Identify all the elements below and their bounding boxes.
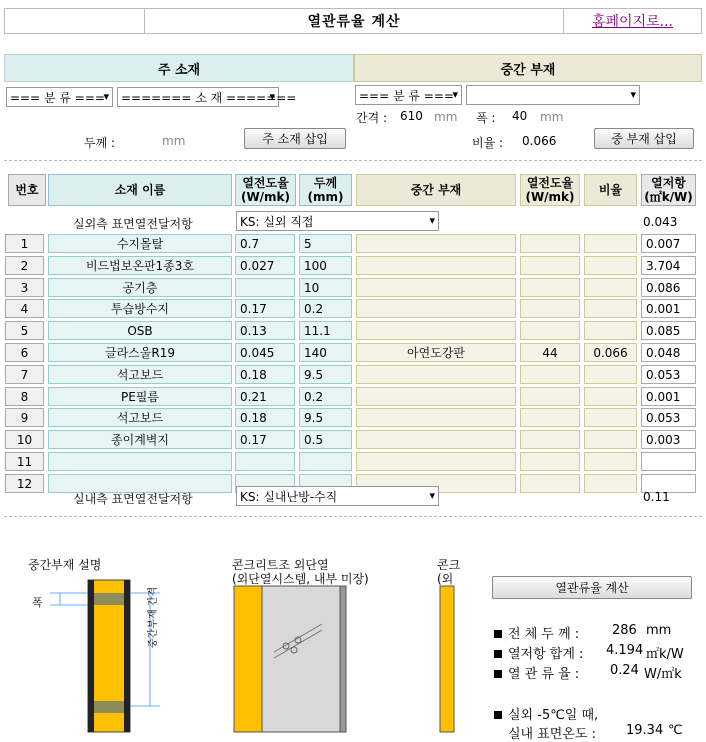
total-thickness-label: 전 체 두 께 : — [508, 627, 580, 642]
row-mid-conductivity[interactable] — [520, 256, 580, 275]
row-mid-member[interactable]: 아연도강판 — [356, 343, 516, 362]
surface-temp-label: 실내 표면온도 : — [508, 727, 596, 742]
header-conductivity — [235, 174, 296, 206]
row-conductivity[interactable] — [235, 452, 295, 471]
category-select[interactable]: === 분 류 === ▾ — [6, 87, 113, 107]
row-material-name[interactable]: 수지몰탈 — [48, 234, 232, 253]
row-material-name[interactable]: 석고보드 — [48, 408, 232, 427]
page-title: 열관류율 계산 — [144, 8, 564, 34]
row-mid-conductivity[interactable] — [520, 474, 580, 493]
diagram2-subtitle: (외단열시스템, 내부 미장) — [232, 572, 369, 586]
diagram3-subtitle: (외 — [437, 572, 454, 586]
row-conductivity[interactable]: 0.21 — [235, 387, 295, 406]
row-conductivity[interactable]: 0.027 — [235, 256, 295, 275]
row-thickness[interactable]: 0.5 — [299, 430, 352, 449]
row-ratio[interactable] — [584, 387, 637, 406]
row-resistance[interactable]: 3.704 — [641, 256, 696, 275]
thickness-unit: mm — [162, 134, 186, 148]
header-resistance — [641, 174, 696, 206]
row-thickness[interactable]: 0.2 — [299, 387, 352, 406]
bullet-icon — [494, 670, 502, 678]
row-conductivity[interactable]: 0.7 — [235, 234, 295, 253]
header-left-cell — [4, 8, 144, 34]
row-material-name[interactable]: 투습방수지 — [48, 299, 232, 318]
header-material-name: 소재 이름 — [48, 174, 232, 206]
total-thickness-value: 286 — [612, 623, 637, 638]
diagram3-drawing — [438, 586, 454, 734]
row-ratio[interactable] — [584, 365, 637, 384]
u-value-unit: W/㎡k — [644, 667, 682, 682]
header-mid-conductivity — [520, 174, 580, 206]
bullet-icon — [494, 650, 502, 658]
row-thickness[interactable]: 0.2 — [299, 299, 352, 318]
diagram2-title: 콘크리트조 외단열 — [232, 558, 329, 572]
row-conductivity[interactable]: 0.17 — [235, 299, 295, 318]
row-mid-member[interactable] — [356, 299, 516, 318]
row-resistance[interactable]: 0.053 — [641, 365, 696, 384]
row-thickness[interactable] — [299, 452, 352, 471]
row-ratio[interactable] — [584, 430, 637, 449]
row-number: 4 — [5, 299, 44, 318]
row-thickness[interactable]: 5 — [299, 234, 352, 253]
row-thickness[interactable]: 11.1 — [299, 321, 352, 340]
resistance-sum-unit: ㎡k/W — [646, 647, 684, 662]
header-mid-member: 중간 부재 — [356, 174, 516, 206]
row-number: 2 — [5, 256, 44, 275]
row-number: 9 — [5, 408, 44, 427]
diagram1-spacing-label: 중간부재 간격 — [148, 586, 159, 648]
header-resistance-unit: (㎡k/W) — [644, 190, 693, 204]
row-ratio[interactable] — [584, 278, 637, 297]
row-number: 1 — [5, 234, 44, 253]
row-ratio[interactable] — [584, 299, 637, 318]
row-mid-member[interactable] — [356, 452, 516, 471]
row-material-name[interactable]: 글라스울R19 — [48, 343, 232, 362]
row-ratio[interactable] — [584, 234, 637, 253]
header-thickness-label: 두께 — [313, 176, 338, 190]
row-thickness[interactable]: 10 — [299, 278, 352, 297]
u-value-line — [494, 663, 579, 682]
insert-main-material-button[interactable]: 주 소재 삽입 — [244, 128, 346, 149]
row-resistance[interactable]: 0.048 — [641, 343, 696, 362]
total-thickness-line — [494, 623, 579, 642]
material-select[interactable]: ======= 소 재 ======= ▾ — [117, 87, 279, 107]
spacing-unit: mm — [434, 110, 458, 124]
outdoor-resistance-value: 0.043 — [643, 215, 678, 229]
row-material-name[interactable]: 비드법보온판1종3호 — [48, 256, 232, 275]
row-material-name[interactable] — [48, 452, 232, 471]
row-mid-member[interactable] — [356, 278, 516, 297]
indoor-resistance-value: 0.11 — [643, 490, 670, 504]
header-mid-conductivity-label: 열전도율 — [526, 176, 574, 190]
row-resistance[interactable]: 0.003 — [641, 430, 696, 449]
row-mid-conductivity[interactable] — [520, 430, 580, 449]
row-resistance[interactable]: 0.085 — [641, 321, 696, 340]
row-resistance[interactable]: 0.086 — [641, 278, 696, 297]
row-number: 3 — [5, 278, 44, 297]
outdoor-resistance-label: 실외측 표면열전달저항 — [73, 217, 193, 231]
row-material-name[interactable]: 석고보드 — [48, 365, 232, 384]
row-resistance[interactable]: 0.053 — [641, 408, 696, 427]
row-thickness[interactable]: 9.5 — [299, 408, 352, 427]
indoor-resistance-select[interactable]: KS: 실내난방-수직 ▾ — [236, 486, 439, 506]
outdoor-resistance-select[interactable]: KS: 실외 직접 ▾ — [236, 211, 439, 231]
u-value-value: 0.24 — [610, 663, 639, 678]
row-mid-conductivity[interactable] — [520, 321, 580, 340]
row-number: 11 — [5, 452, 44, 471]
diagram2-drawing — [230, 586, 355, 734]
row-ratio[interactable] — [584, 452, 637, 471]
row-resistance[interactable]: 0.007 — [641, 234, 696, 253]
row-material-name[interactable]: 종이계벽지 — [48, 430, 232, 449]
row-mid-member[interactable] — [356, 408, 516, 427]
row-material-name[interactable]: OSB — [48, 321, 232, 340]
row-resistance[interactable]: 0.001 — [641, 387, 696, 406]
row-mid-member[interactable] — [356, 234, 516, 253]
diagram1-width-label: 폭 — [32, 596, 43, 609]
total-thickness-unit: mm — [646, 623, 672, 638]
row-mid-conductivity[interactable] — [520, 365, 580, 384]
homepage-link[interactable]: 홈페이지로... — [564, 8, 702, 34]
row-resistance[interactable]: 0.001 — [641, 299, 696, 318]
row-conductivity[interactable]: 0.045 — [235, 343, 295, 362]
width-unit: mm — [540, 110, 564, 124]
header-ratio: 비율 — [584, 174, 637, 206]
spacing-label: 간격 : — [356, 111, 388, 125]
resistance-sum-line — [494, 643, 583, 662]
condition-label: 실외 -5℃일 때, — [508, 708, 599, 723]
indoor-resistance-label: 실내측 표면열전달저항 — [73, 492, 193, 506]
ratio-label: 비율 : — [472, 136, 504, 150]
header-mid-conductivity-unit: (W/mk) — [525, 190, 575, 204]
row-material-name[interactable]: 공기층 — [48, 278, 232, 297]
intermediate-member-section-header: 중간 부재 — [354, 54, 702, 82]
spacing-value[interactable]: 610 — [400, 109, 423, 123]
row-mid-member[interactable] — [356, 365, 516, 384]
row-mid-conductivity[interactable] — [520, 452, 580, 471]
row-number: 7 — [5, 365, 44, 384]
diagram3-title: 콘크 — [437, 558, 461, 572]
row-thickness[interactable]: 100 — [299, 256, 352, 275]
resistance-sum-value: 4.194 — [606, 643, 644, 658]
header-resistance-label: 열저항 — [651, 176, 686, 190]
header-no: 번호 — [8, 174, 46, 206]
row-mid-conductivity[interactable] — [520, 299, 580, 318]
row-mid-member[interactable] — [356, 256, 516, 275]
header-conductivity-label: 열전도율 — [242, 176, 289, 190]
mid-material-select[interactable] — [466, 85, 640, 105]
header-thickness — [299, 174, 352, 206]
row-number: 8 — [5, 387, 44, 406]
row-thickness[interactable]: 9.5 — [299, 365, 352, 384]
diagram1-title: 중간부재 설명 — [28, 558, 102, 572]
row-mid-member[interactable] — [356, 430, 516, 449]
row-mid-conductivity[interactable] — [520, 234, 580, 253]
row-number: 10 — [5, 430, 44, 449]
main-material-section-header: 주 소재 — [4, 54, 354, 82]
row-mid-conductivity[interactable] — [520, 408, 580, 427]
divider — [4, 160, 702, 161]
width-value[interactable]: 40 — [512, 109, 528, 123]
row-number: 5 — [5, 321, 44, 340]
row-ratio[interactable] — [584, 256, 637, 275]
row-conductivity[interactable]: 0.18 — [235, 408, 295, 427]
row-mid-conductivity[interactable] — [520, 278, 580, 297]
ratio-value: 0.066 — [522, 134, 557, 148]
row-thickness[interactable]: 140 — [299, 343, 352, 362]
row-resistance[interactable] — [641, 452, 696, 471]
bullet-icon — [494, 630, 502, 638]
calculate-u-value-button[interactable]: 열관류율 계산 — [492, 576, 692, 599]
mid-category-select[interactable]: === 분 류 === ▾ — [355, 85, 462, 105]
width-label: 폭 : — [476, 111, 496, 125]
bullet-icon — [494, 711, 502, 719]
resistance-sum-label: 열저항 합계 : — [508, 647, 584, 662]
row-conductivity[interactable]: 0.17 — [235, 430, 295, 449]
row-ratio[interactable] — [584, 408, 637, 427]
row-conductivity[interactable]: 0.18 — [235, 365, 295, 384]
surface-temp-value: 19.34 — [626, 723, 664, 738]
u-value-label: 열 관 류 율 : — [508, 667, 580, 682]
insert-mid-member-button[interactable]: 중 부재 삽입 — [594, 128, 694, 149]
row-material-name[interactable]: PE필름 — [48, 387, 232, 406]
thickness-label: 두께 : — [84, 136, 116, 150]
surface-temp-unit: ℃ — [668, 723, 683, 738]
row-conductivity[interactable] — [235, 278, 295, 297]
row-number: 12 — [5, 474, 44, 493]
divider-bottom — [4, 516, 702, 517]
row-conductivity[interactable]: 0.13 — [235, 321, 295, 340]
row-mid-conductivity[interactable]: 44 — [520, 343, 580, 362]
row-ratio[interactable] — [584, 321, 637, 340]
row-ratio[interactable]: 0.066 — [584, 343, 637, 362]
condition-line — [494, 704, 598, 723]
row-mid-member[interactable] — [356, 321, 516, 340]
row-number: 6 — [5, 343, 44, 362]
row-mid-conductivity[interactable] — [520, 387, 580, 406]
row-mid-member[interactable] — [356, 387, 516, 406]
row-ratio[interactable] — [584, 474, 637, 493]
header-conductivity-unit: (W/mk) — [240, 190, 291, 204]
header-thickness-unit: (mm) — [307, 190, 344, 204]
